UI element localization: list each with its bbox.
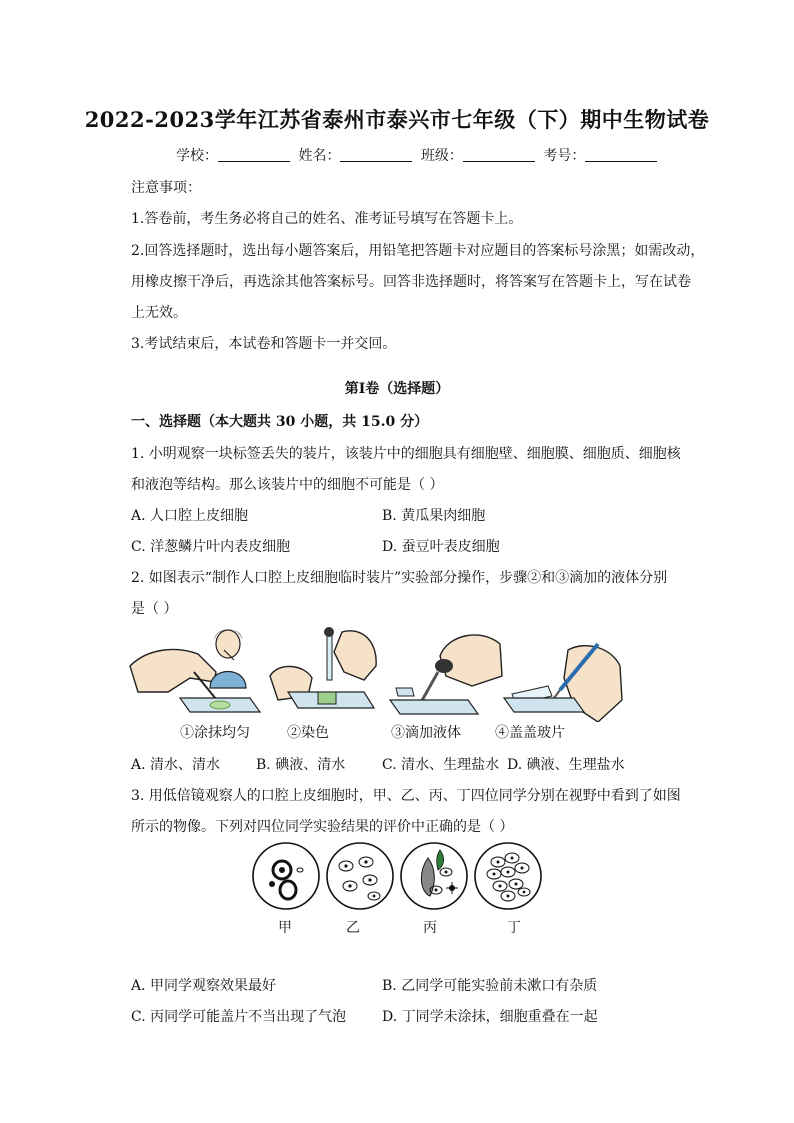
q3-label-yi: 乙 [346, 920, 360, 936]
class-label: 班级： [420, 148, 463, 164]
exam-title: 2022-2023学年江苏省泰州市泰兴市七年级（下）期中生物试卷 [84, 107, 710, 132]
q2-option-b[interactable]: B. 碘液、清水 [256, 757, 346, 773]
q2-option-a[interactable]: A. 清水、清水 [131, 757, 221, 773]
q2-caption-3: ③滴加液体 [391, 725, 461, 741]
view-ding [475, 843, 541, 909]
school-label: 学校： [176, 148, 218, 164]
note-item-1: 1.答卷前，考生务必将自己的姓名、准考证号填写在答题卡上。 [131, 211, 523, 227]
exam-no-label: 考号： [543, 148, 586, 164]
q2-stem-line-1: 2. 如图表示“制作人口腔上皮细胞临时装片”实验部分操作，步骤②和③滴加的液体分别 [131, 570, 668, 586]
view-jia [253, 843, 319, 909]
note-item-3: 3.考试结束后，本试卷和答题卡一并交回。 [131, 336, 397, 352]
view-yi [327, 843, 393, 909]
q2-option-d[interactable]: D. 碘液、生理盐水 [507, 757, 625, 773]
coverslip-step-illustration [504, 644, 622, 722]
q2-stem-line-2: 是（ ） [131, 601, 178, 617]
name-label: 姓名： [298, 148, 341, 164]
note-item-2-line-2: 用橡皮擦干净后，再选涂其他答案标号。回答非选择题时，将答案写在答题卡上，写在试卷 [131, 274, 691, 290]
q1-option-b[interactable]: B. 黄瓜果肉细胞 [382, 508, 486, 524]
name-blank[interactable] [340, 147, 412, 162]
volume-title: 第I卷（选择题） [344, 381, 450, 397]
q3-option-c[interactable]: C. 丙同学可能盖片不当出现了气泡 [131, 1009, 347, 1025]
q1-option-c[interactable]: C. 洋葱鳞片叶内表皮细胞 [131, 539, 291, 555]
q2-procedure-figure [128, 626, 628, 722]
note-item-2-line-1: 2.回答选择题时，选出每小题答案后，用铅笔把答题卡对应题目的答案标号涂黑；如需改动， [131, 243, 705, 259]
smear-step-illustration [130, 630, 260, 713]
q3-label-bing: 丙 [423, 920, 437, 936]
school-blank[interactable] [218, 147, 290, 162]
view-bing [401, 843, 467, 909]
q2-caption-1: ①涂抹均匀 [180, 725, 250, 741]
exam-no-blank[interactable] [585, 147, 657, 162]
q2-caption-2: ②染色 [287, 725, 329, 741]
part-heading: 一、选择题（本大题共 30 小题，共 15.0 分） [131, 414, 429, 430]
q3-stem-line-1: 3. 用低倍镜观察人的口腔上皮细胞时，甲、乙、丙、丁四位同学分别在视野中看到了如图 [131, 788, 681, 804]
q3-option-d[interactable]: D. 丁同学未涂抹，细胞重叠在一起 [382, 1009, 598, 1025]
q3-stem-line-2: 所示的物像。下列对四位同学实验结果的评价中正确的是（ ） [131, 819, 514, 835]
q1-option-d[interactable]: D. 蚕豆叶表皮细胞 [382, 539, 500, 555]
q3-microscope-views [250, 840, 550, 912]
class-blank[interactable] [463, 147, 535, 162]
q3-label-jia: 甲 [278, 920, 292, 936]
stain-step-illustration [270, 627, 376, 708]
q1-option-a[interactable]: A. 人口腔上皮细胞 [131, 508, 249, 524]
q1-stem-line-2: 和液泡等结构。那么该装片中的细胞不可能是（ ） [131, 477, 444, 493]
student-info-row [176, 145, 661, 165]
q2-caption-4: ④盖盖玻片 [495, 725, 565, 741]
q1-stem-line-1: 1. 小明观察一块标签丢失的装片，该装片中的细胞具有细胞壁、细胞膜、细胞质、细胞核 [131, 446, 681, 462]
q3-option-b[interactable]: B. 乙同学可能实验前未漱口有杂质 [382, 978, 598, 994]
note-item-2-line-3: 上无效。 [131, 305, 187, 321]
notes-heading: 注意事项： [131, 180, 201, 196]
drop-liquid-step-illustration [390, 635, 502, 714]
q3-label-ding: 丁 [507, 920, 521, 936]
q2-option-c[interactable]: C. 清水、生理盐水 [382, 757, 500, 773]
q3-option-a[interactable]: A. 甲同学观察效果最好 [131, 978, 277, 994]
